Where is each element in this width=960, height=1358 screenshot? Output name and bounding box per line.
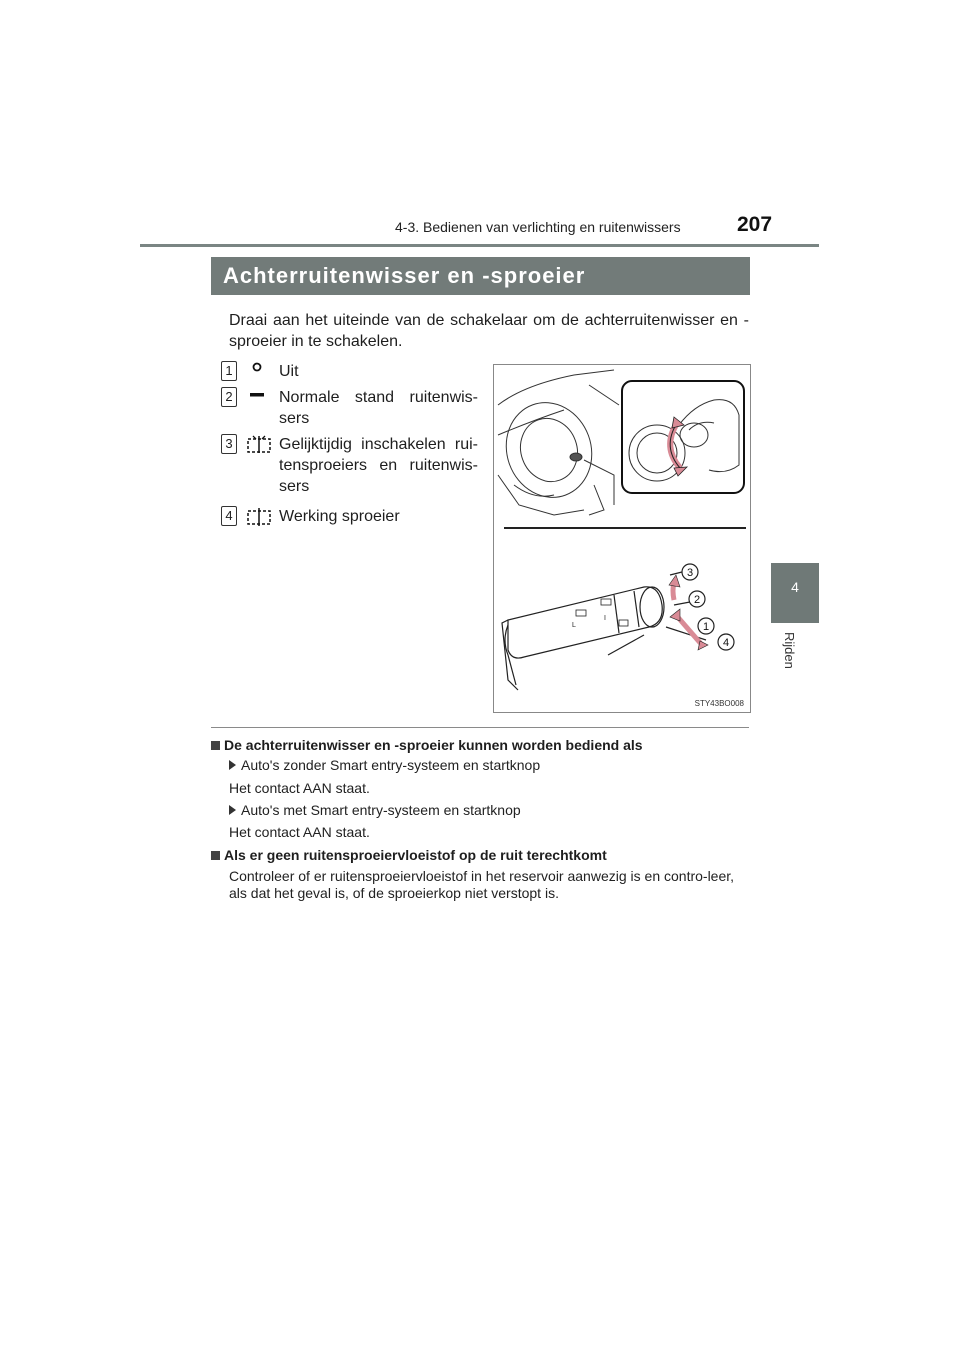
note-heading-text: Als er geen ruitensproeiervloeistof op de ruit terechtkomt <box>224 847 607 863</box>
note-line: Het contact AAN staat. <box>229 824 370 840</box>
note-bullet-line <box>229 757 749 774</box>
wiper-switch-figure <box>493 364 751 713</box>
legend-text: Uit <box>279 363 299 380</box>
legend-number: 1 <box>221 361 237 381</box>
legend-number: 4 <box>221 506 237 526</box>
note-heading <box>211 847 607 863</box>
callout-2: 2 <box>693 594 701 606</box>
chapter-label: Rijden <box>782 632 797 669</box>
section-banner <box>211 257 750 295</box>
note-line: Het contact AAN staat. <box>229 780 370 796</box>
chapter-tab-rule <box>771 621 819 623</box>
legend-number: 3 <box>221 434 237 454</box>
square-bullet-icon <box>211 851 220 860</box>
rear-washer-icon <box>244 506 274 528</box>
off-circle-icon <box>244 361 274 383</box>
legend-text: Gelijktijdig inschakelen rui-tensproeiers en ruitenwis-sers <box>279 436 478 495</box>
intro-paragraph: Draai aan het uiteinde van de schakelaar om de achterruitenwisser en -sproeier in te schakelen. <box>229 312 749 350</box>
note-line: Controleer of er ruitensproeiervloeistof in het reservoir aanwezig is en contro-leer, als dat het geval is, of de sproeierkop niet verstopt is. <box>229 868 735 901</box>
running-header: 4-3. Bedienen van verlichting en ruitenwissers <box>395 219 681 235</box>
chapter-tab: 4 <box>771 563 819 621</box>
legend-text: Werking sproeier <box>279 508 400 525</box>
callout-3: 3 <box>686 567 694 579</box>
note-heading <box>211 737 643 753</box>
triangle-bullet-icon <box>229 760 236 770</box>
svg-text:L: L <box>572 622 576 629</box>
page-number: 207 <box>737 213 773 236</box>
note-line-text: Auto's zonder Smart entry-systeem en startknop <box>241 757 541 773</box>
square-bullet-icon <box>211 741 220 750</box>
header-rule <box>140 244 819 247</box>
section-title: Achterruitenwisser en -sproeier <box>223 263 586 288</box>
triangle-bullet-icon <box>229 805 236 815</box>
note-bullet-line <box>229 802 749 819</box>
bar-icon <box>244 387 274 409</box>
section-divider <box>211 727 749 728</box>
legend-text: Normale stand ruitenwis-sers <box>279 389 478 427</box>
figure-separator <box>504 527 746 529</box>
note-heading-text: De achterruitenwisser en -sproeier kunnen worden bediend als <box>224 737 643 753</box>
figure-code: STY43BO008 <box>694 699 744 708</box>
callout-1: 1 <box>702 621 710 633</box>
chapter-label-wrap <box>779 632 799 692</box>
note-line-text: Auto's met Smart entry-systeem en startknop <box>241 802 521 818</box>
callout-4: 4 <box>722 637 730 649</box>
svg-text:I: I <box>604 615 606 622</box>
rear-wiper-washer-icon <box>244 434 274 456</box>
legend-number: 2 <box>221 387 237 407</box>
figure-illustration <box>494 365 750 712</box>
